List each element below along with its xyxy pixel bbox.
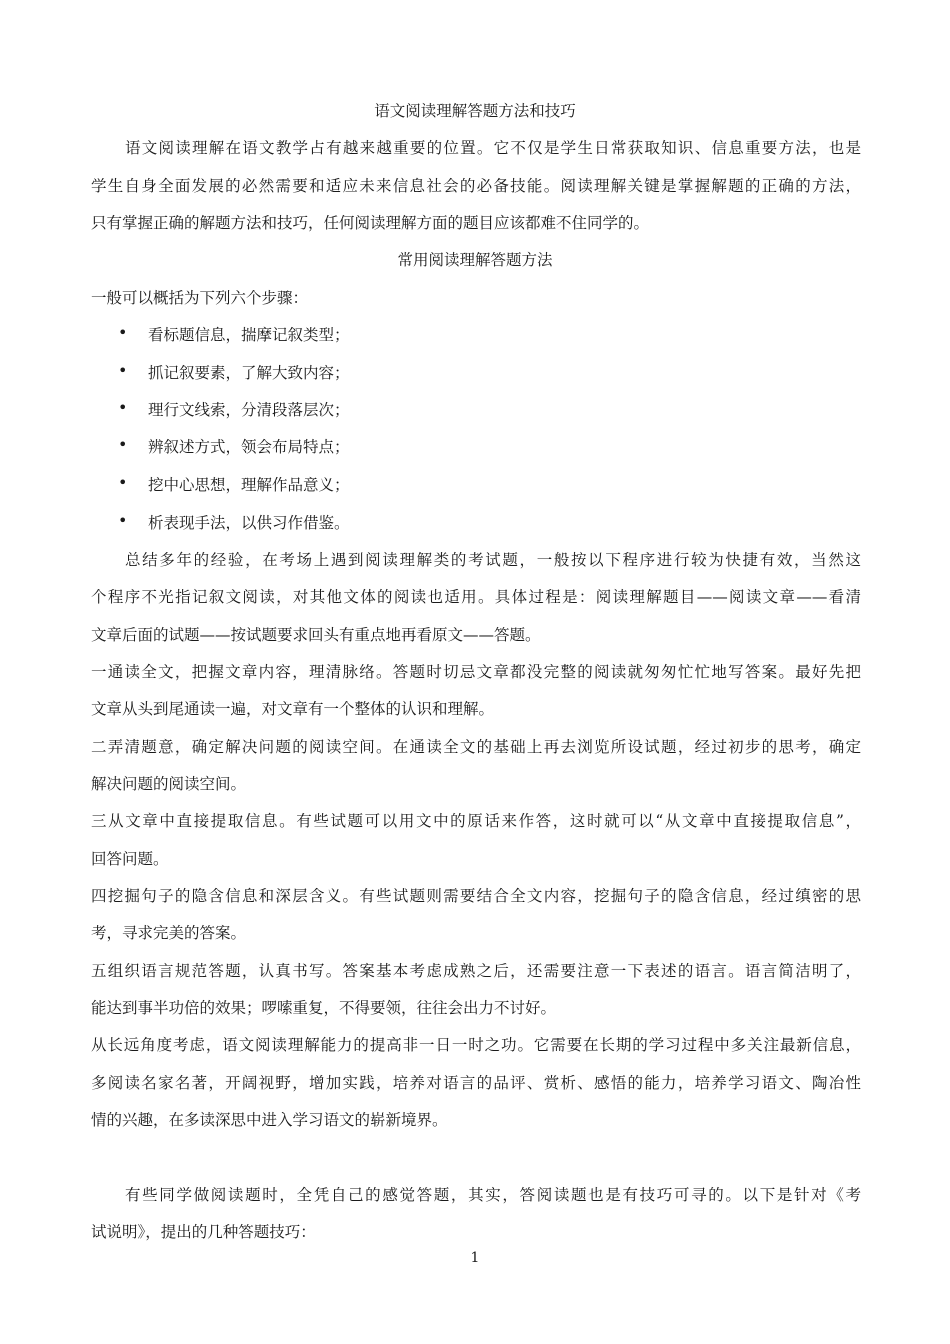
paragraph-line: 文章从头到尾通读一遍，对文章有一个整体的认识和理解。 [91, 700, 495, 718]
paragraph-line: 回答问题。 [91, 850, 169, 868]
page-number: 1 [470, 1250, 480, 1266]
section-subtitle: 常用阅读理解答题方法 [397, 251, 553, 269]
bullet-icon: • [118, 323, 128, 342]
bullet-icon: • [118, 511, 128, 530]
list-item: 挖中心思想，理解作品意义； [148, 476, 350, 494]
paragraph-line: 情的兴趣，在多读深思中进入学习语文的崭新境界。 [91, 1111, 448, 1129]
paragraph-line: 试说明》，提出的几种答题技巧： [91, 1223, 316, 1241]
list-item: 抓记叙要素，了解大致内容； [148, 364, 350, 382]
intro-line: 只有掌握正确的解题方法和技巧，任何阅读理解方面的题目应该都难不住同学的。 [91, 214, 650, 232]
paragraph-line: 四挖掘句子的隐含信息和深层含义。有些试题则需要结合全文内容，挖掘句子的隐含信息，经过缜密的思 [91, 887, 861, 905]
paragraph-line: 二弄清题意，确定解决问题的阅读空间。在通读全文的基础上再去浏览所设试题，经过初步的思考，确定 [91, 738, 861, 756]
paragraph-line: 五组织语言规范答题，认真书写。答案基本考虑成熟之后，还需要注意一下表述的语言。语言简洁明了， [91, 962, 861, 980]
summary-line: 个程序不光指记叙文阅读，对其他文体的阅读也适用。具体过程是：阅读理解题目——阅读文章——看清 [91, 588, 861, 606]
intro-line: 语文阅读理解在语文教学占有越来越重要的位置。它不仅是学生日常获取知识、信息重要方法，也是 [125, 139, 861, 157]
paragraph-line: 有些同学做阅读题时，全凭自己的感觉答题，其实，答阅读题也是有技巧可寻的。以下是针对《考 [125, 1186, 861, 1204]
summary-line: 文章后面的试题——按试题要求回头有重点地再看原文——答题。 [91, 626, 541, 644]
list-item: 辨叙述方式，领会布局特点； [148, 438, 350, 456]
bullet-icon: • [118, 473, 128, 492]
paragraph-line: 多阅读名家名著，开阔视野，增加实践，培养对语言的品评、赏析、感悟的能力，培养学习语文、陶冶性 [91, 1074, 861, 1092]
bullet-icon: • [118, 361, 128, 380]
paragraph-line: 三从文章中直接提取信息。有些试题可以用文中的原话来作答，这时就可以“从文章中直接提取信息”， [91, 812, 861, 830]
list-item: 理行文线索，分清段落层次； [148, 401, 350, 419]
list-item: 看标题信息，揣摩记叙类型； [148, 326, 350, 344]
paragraph-line: 能达到事半功倍的效果；啰嗦重复，不得要领，往往会出力不讨好。 [91, 999, 557, 1017]
steps-intro: 一般可以概括为下列六个步骤： [91, 289, 309, 307]
intro-line: 学生自身全面发展的必然需要和适应未来信息社会的必备技能。阅读理解关键是掌握解题的正确的方法， [91, 177, 861, 195]
bullet-icon: • [118, 398, 128, 417]
summary-line: 总结多年的经验，在考场上遇到阅读理解类的考试题，一般按以下程序进行较为快捷有效，当然这 [125, 551, 861, 569]
paragraph-line: 考，寻求完美的答案。 [91, 924, 247, 942]
page-title: 语文阅读理解答题方法和技巧 [374, 102, 576, 120]
paragraph-line: 从长远角度考虑，语文阅读理解能力的提高非一日一时之功。它需要在长期的学习过程中多关注最新信息， [91, 1036, 861, 1054]
bullet-icon: • [118, 435, 128, 454]
paragraph-line: 解决问题的阅读空间。 [91, 775, 247, 793]
list-item: 析表现手法，以供习作借鉴。 [148, 514, 350, 532]
paragraph-line: 一通读全文，把握文章内容，理清脉络。答题时切忌文章都没完整的阅读就匆匆忙忙地写答案。最好先把 [91, 663, 861, 681]
